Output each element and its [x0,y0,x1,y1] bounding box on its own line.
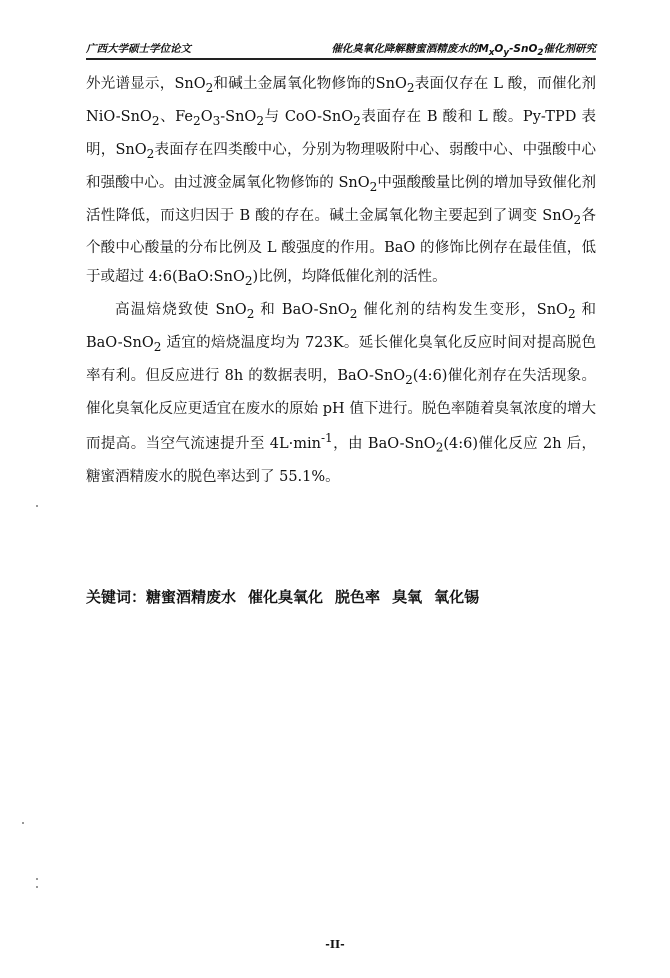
abstract-body [86,70,596,492]
keyword-item: 糖蜜酒精废水 [146,588,237,606]
header-formula: $M_xO_y-SnO_2$ [478,43,544,59]
scan-speck [36,505,38,507]
header-title-suffix: 催化剂研究 [543,43,596,55]
keyword-item: 氧化锡 [434,588,480,606]
keywords-line [86,586,596,607]
keyword-item: 催化臭氧化 [248,588,324,606]
keyword-item: 脱色率 [335,588,381,606]
keywords-label: 关键词： [86,588,147,606]
header-university-title: 广西大学硕士学位论文 [86,43,191,55]
scan-speck [36,878,38,880]
paragraph-calcination-results: 高温焙烧致使 SnO$_2$ 和 BaO-SnO$_2$ 催化剂的结构发生变形，SnO$_2$ 和 BaO-SnO$_2$ 适宜的焙烧温度均为 723K。延长催化臭氧化反应时间对提高脱色率有利。但反应进行 8h 的数据表明，BaO-SnO$_2$(4:6)催化剂存在失活现象。催化臭氧化反应更适宜在废水的原始 pH 值下进行。脱色率随着臭氧浓度的增大而提高。当空气流速提升至 $4L\cdot\min^{-1}$，由 BaO-SnO$_2$(4:6)催化反应 2h 后，糖蜜酒精废水的脱色率达到了 55.1%。 [86,302,597,485]
header-title-prefix: 催化臭氧化降解糖蜜酒精废水的 [331,43,479,55]
page-header [86,38,596,60]
scan-speck [22,822,24,824]
header-thesis-title [331,41,596,58]
scan-speck [36,886,38,888]
paragraph-acid-analysis: 外光谱显示，SnO$_2$和碱土金属氧化物修饰的SnO$_2$表面仅存在 L 酸，而催化剂 NiO-SnO$_2$、$Fe_2O_3-SnO_2$与 CoO-SnO$_2$表面存在 B 酸和 L 酸。Py-TPD 表明，SnO$_2$表面存在四类酸中心，分别为物理吸附中心、弱酸中心、中强酸中心和强酸中心。由过渡金属氧化物修饰的 SnO$_2$中强酸酸量比例的增加导致催化剂活性降低，而这归因于 B 酸的存在。碱土金属氧化物主要起到了调变 SnO$_2$各个酸中心酸量的分布比例及 L 酸强度的作用。BaO 的修饰比例存在最佳值，低于或超过 4:6(BaO:SnO$_2$)比例，均降低催化剂的活性。 [86,76,597,289]
page-number: -II- [325,938,345,951]
keyword-item: 臭氧 [392,588,423,606]
